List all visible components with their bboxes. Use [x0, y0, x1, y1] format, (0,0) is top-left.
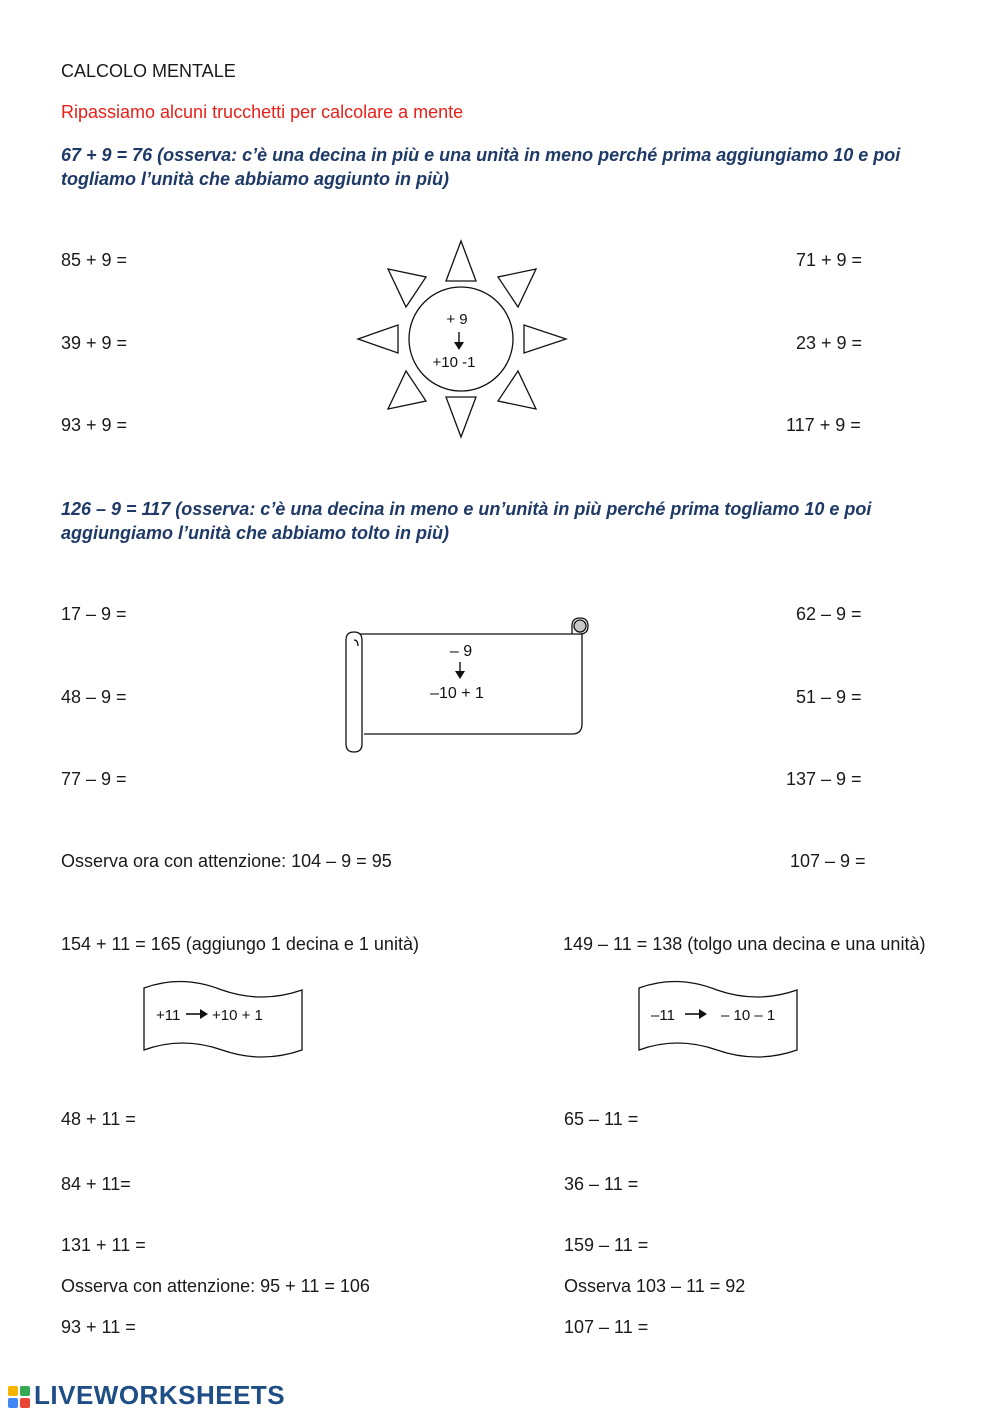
exercise-item: 137 – 9 =: [786, 769, 862, 789]
exercise-item: 51 – 9 =: [796, 687, 862, 707]
rule-sub-nine: 126 – 9 = 117 (osserva: c’è una decina in meno e un’unità in più perché prima togliamo 10 e poi aggiungiamo l’unità che abbiamo tolto in più): [61, 499, 872, 543]
exercise-item: 71 + 9 =: [796, 250, 863, 270]
exercise-item: 48 + 11 =: [61, 1109, 136, 1129]
exercise-item: 107 – 11 =: [564, 1317, 649, 1337]
exercise-item: 159 – 11 =: [564, 1235, 649, 1255]
banner-add-eleven: [142, 980, 307, 1062]
exercise-item: 65 – 11 =: [564, 1109, 639, 1129]
exercise-item: 93 + 9 =: [61, 415, 128, 435]
observe-sub-eleven: Osserva 103 – 11 = 92: [564, 1276, 746, 1296]
exercise-item: 39 + 9 =: [61, 333, 128, 353]
exercise-item: 62 – 9 =: [796, 604, 862, 624]
page-subtitle: Ripassiamo alcuni trucchetti per calcolare a mente: [61, 102, 464, 122]
exercise-item: 131 + 11 =: [61, 1235, 146, 1255]
banner-sub-eleven: [637, 980, 802, 1062]
example-sub-eleven: 149 – 11 = 138 (tolgo una decina e una unità): [563, 934, 926, 954]
banner-from-text: +11: [156, 1007, 181, 1024]
down-arrow-icon: [455, 662, 465, 679]
scroll-bottom-text: –10 + 1: [430, 685, 484, 702]
exercise-item: 77 – 9 =: [61, 769, 127, 789]
sun-diagram: [350, 235, 575, 445]
liveworksheets-logo-icon: [8, 1386, 30, 1408]
exercise-item: 36 – 11 =: [564, 1174, 639, 1194]
banner-from-text: –11: [651, 1007, 675, 1024]
scroll-diagram: [340, 612, 600, 757]
observe-sub-nine: Osserva ora con attenzione: 104 – 9 = 95: [61, 851, 392, 871]
example-add-eleven: 154 + 11 = 165 (aggiungo 1 decina e 1 unità): [61, 934, 419, 954]
exercise-item: 85 + 9 =: [61, 250, 128, 270]
sun-circle: [409, 287, 513, 391]
rule-add-nine: 67 + 9 = 76 (osserva: c’è una decina in più e una unità in meno perché prima aggiungiamo 10 e poi togliamo l’unità che abbiamo aggiunto in più): [61, 145, 901, 189]
banner-to-text: – 10 – 1: [721, 1007, 776, 1024]
banner-to-text: +10 + 1: [212, 1007, 263, 1024]
sun-bottom-text: +10 -1: [432, 354, 476, 371]
exercise-item: 23 + 9 =: [796, 333, 863, 353]
exercise-item: 93 + 11 =: [61, 1317, 136, 1337]
scroll-top-text: – 9: [449, 643, 473, 660]
exercise-item: 117 + 9 =: [786, 415, 861, 435]
sun-top-text: + 9: [446, 311, 468, 328]
footer-logo-text[interactable]: LIVEWORKSHEETS: [34, 1380, 286, 1410]
exercise-item: 107 – 9 =: [790, 851, 866, 871]
exercise-item: 48 – 9 =: [61, 687, 127, 707]
page-title: CALCOLO MENTALE: [61, 61, 236, 81]
exercise-item: 84 + 11=: [61, 1174, 131, 1194]
exercise-item: 17 – 9 =: [61, 604, 127, 624]
observe-add-eleven: Osserva con attenzione: 95 + 11 = 106: [61, 1276, 370, 1296]
